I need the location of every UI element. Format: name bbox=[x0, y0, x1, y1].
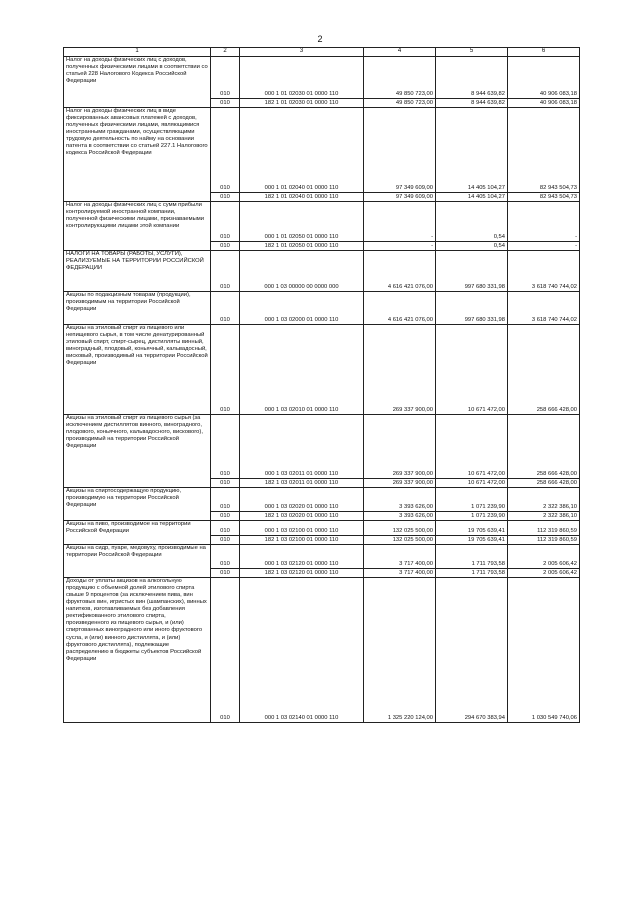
approved-cell: 49 850 723,00 bbox=[364, 99, 436, 108]
line-code-cell: 010 bbox=[211, 325, 240, 415]
table-row bbox=[64, 415, 580, 479]
income-name-cell: Доходы от уплаты акцизов на алкогольную продукцию с объемной долей этилового спирта свыше 9 процентов (за исключением пива, вин фруктовых вин, игристых вин (шампанских), винных напитков, изготавливаемых без добавления ректификованного этилового спирта, произведенного из пищевого сырья, и (или) спиртованных виноградного или иного фруктового сусла, и (или) винного дистиллята, и (или) фруктового дистиллята), подлежащие распределению в бюджеты субъектов Российской Федерации bbox=[64, 578, 211, 723]
executed-cell: 10 671 472,00 bbox=[436, 479, 508, 488]
budget-code-cell: 182 1 03 02120 01 0000 110 bbox=[240, 569, 364, 578]
budget-code-cell: 182 1 03 02020 01 0000 110 bbox=[240, 512, 364, 521]
budget-code-cell: 000 1 01 02040 01 0000 110 bbox=[240, 108, 364, 193]
executed-cell: 10 671 472,00 bbox=[436, 415, 508, 479]
unexecuted-cell: 3 618 740 744,02 bbox=[508, 292, 580, 325]
unexecuted-cell: 40 906 083,18 bbox=[508, 99, 580, 108]
header-row bbox=[64, 48, 580, 57]
column-header: 5 bbox=[436, 48, 508, 57]
table-row bbox=[64, 578, 580, 723]
approved-cell: 132 025 500,00 bbox=[364, 521, 436, 536]
budget-code-cell: 000 1 03 02100 01 0000 110 bbox=[240, 521, 364, 536]
approved-cell: 4 616 421 076,00 bbox=[364, 251, 436, 292]
approved-cell: 97 349 609,00 bbox=[364, 108, 436, 193]
line-code-cell: 010 bbox=[211, 292, 240, 325]
line-code-cell: 010 bbox=[211, 242, 240, 251]
executed-cell: 14 405 104,27 bbox=[436, 108, 508, 193]
income-name-cell: Налог на доходы физических лиц с доходов, полученных физическими лицами в соответствии со статьей 228 Налогового Кодекса Российской Федерации bbox=[64, 57, 211, 108]
approved-cell: 49 850 723,00 bbox=[364, 57, 436, 99]
budget-code-cell: 182 1 01 02050 01 0000 110 bbox=[240, 242, 364, 251]
approved-cell: 132 025 500,00 bbox=[364, 536, 436, 545]
executed-cell: 997 680 331,98 bbox=[436, 251, 508, 292]
line-code-cell: 010 bbox=[211, 415, 240, 479]
income-name-cell: Акцизы на спиртосодержащую продукцию, производимую на территории Российской Федерации bbox=[64, 488, 211, 521]
executed-cell: 19 705 639,41 bbox=[436, 521, 508, 536]
executed-cell: 1 071 239,90 bbox=[436, 488, 508, 512]
budget-code-cell: 000 1 03 02010 01 0000 110 bbox=[240, 325, 364, 415]
approved-cell: 97 349 609,00 bbox=[364, 193, 436, 202]
column-header: 2 bbox=[211, 48, 240, 57]
approved-cell: 269 337 900,00 bbox=[364, 415, 436, 479]
budget-code-cell: 000 1 03 02120 01 0000 110 bbox=[240, 545, 364, 569]
table-row bbox=[64, 521, 580, 536]
line-code-cell: 010 bbox=[211, 251, 240, 292]
unexecuted-cell: - bbox=[508, 242, 580, 251]
line-code-cell: 010 bbox=[211, 521, 240, 536]
unexecuted-cell: 2 322 386,10 bbox=[508, 512, 580, 521]
executed-cell: 10 671 472,00 bbox=[436, 325, 508, 415]
unexecuted-cell: 2 322 386,10 bbox=[508, 488, 580, 512]
line-code-cell: 010 bbox=[211, 488, 240, 512]
line-code-cell: 010 bbox=[211, 202, 240, 242]
executed-cell: 997 680 331,98 bbox=[436, 292, 508, 325]
budget-code-cell: 182 1 03 02100 01 0000 110 bbox=[240, 536, 364, 545]
table-row bbox=[64, 488, 580, 512]
executed-cell: 0,54 bbox=[436, 202, 508, 242]
unexecuted-cell: 1 030 549 740,06 bbox=[508, 578, 580, 723]
executed-cell: 294 670 383,94 bbox=[436, 578, 508, 723]
budget-code-cell: 182 1 01 02030 01 0000 110 bbox=[240, 99, 364, 108]
table-row bbox=[64, 325, 580, 415]
income-name-cell: Акцизы на этиловый спирт из пищевого сырья (за исключением дистиллятов винного, виноградного, плодового, коньячного, кальвадосного, вискового), производимый на территории Российской Федерации bbox=[64, 415, 211, 488]
page-number: 2 bbox=[317, 34, 323, 44]
unexecuted-cell: 258 666 428,00 bbox=[508, 479, 580, 488]
income-name-cell: Акцизы на сидр, пуаре, медовуху, производимые на территории Российской Федерации bbox=[64, 545, 211, 578]
budget-code-cell: 000 1 03 02000 01 0000 110 bbox=[240, 292, 364, 325]
approved-cell: 269 337 900,00 bbox=[364, 325, 436, 415]
line-code-cell: 010 bbox=[211, 536, 240, 545]
column-header: 6 bbox=[508, 48, 580, 57]
executed-cell: 14 405 104,27 bbox=[436, 193, 508, 202]
approved-cell: 3 393 626,00 bbox=[364, 512, 436, 521]
table-row bbox=[64, 202, 580, 242]
line-code-cell: 010 bbox=[211, 569, 240, 578]
line-code-cell: 010 bbox=[211, 99, 240, 108]
line-code-cell: 010 bbox=[211, 57, 240, 99]
table-row bbox=[64, 292, 580, 325]
line-code-cell: 010 bbox=[211, 578, 240, 723]
unexecuted-cell: 112 319 860,59 bbox=[508, 536, 580, 545]
line-code-cell: 010 bbox=[211, 545, 240, 569]
table-row bbox=[64, 545, 580, 569]
table-row bbox=[64, 108, 580, 193]
line-code-cell: 010 bbox=[211, 108, 240, 193]
income-name-cell: Акцизы на этиловый спирт из пищевого или непищевого сырья, в том числе денатурированный этиловый спирт, спирт-сырец, дистилляты винный, виноградный, плодовый, коньячный, кальвадосный, висковый, производимый на территории Российской Федерации bbox=[64, 325, 211, 415]
unexecuted-cell: 258 666 428,00 bbox=[508, 415, 580, 479]
unexecuted-cell: 82 943 504,73 bbox=[508, 193, 580, 202]
line-code-cell: 010 bbox=[211, 193, 240, 202]
budget-code-cell: 000 1 03 02020 01 0000 110 bbox=[240, 488, 364, 512]
budget-code-cell: 000 1 03 02011 01 0000 110 bbox=[240, 415, 364, 479]
budget-code-cell: 000 1 01 02050 01 0000 110 bbox=[240, 202, 364, 242]
executed-cell: 8 944 639,82 bbox=[436, 99, 508, 108]
income-name-cell: Налог на доходы физических лиц в виде фиксированных авансовых платежей с доходов, полученных физическими лицами, являющимися иностранными гражданами, осуществляющими трудовую деятельность по найму на основании патента в соответствии со статьей 227.1 Налогового кодекса Российской Федерации bbox=[64, 108, 211, 202]
column-header: 4 bbox=[364, 48, 436, 57]
approved-cell: 3 393 626,00 bbox=[364, 488, 436, 512]
approved-cell: 3 717 400,00 bbox=[364, 569, 436, 578]
table-row bbox=[64, 57, 580, 99]
executed-cell: 8 944 639,82 bbox=[436, 57, 508, 99]
unexecuted-cell: 2 005 606,42 bbox=[508, 569, 580, 578]
income-name-cell: Акцизы по подакцизным товарам (продукции), производимым на территории Российской Федерации bbox=[64, 292, 211, 325]
approved-cell: 269 337 900,00 bbox=[364, 479, 436, 488]
unexecuted-cell: - bbox=[508, 202, 580, 242]
unexecuted-cell: 40 906 083,18 bbox=[508, 57, 580, 99]
unexecuted-cell: 258 666 428,00 bbox=[508, 325, 580, 415]
approved-cell: - bbox=[364, 242, 436, 251]
budget-code-cell: 000 1 01 02030 01 0000 110 bbox=[240, 57, 364, 99]
line-code-cell: 010 bbox=[211, 479, 240, 488]
budget-code-cell: 000 1 03 00000 00 0000 000 bbox=[240, 251, 364, 292]
column-header: 3 bbox=[240, 48, 364, 57]
column-header: 1 bbox=[64, 48, 211, 57]
budget-code-cell: 182 1 01 02040 01 0000 110 bbox=[240, 193, 364, 202]
approved-cell: - bbox=[364, 202, 436, 242]
executed-cell: 19 705 639,41 bbox=[436, 536, 508, 545]
income-table bbox=[63, 47, 580, 723]
line-code-cell: 010 bbox=[211, 512, 240, 521]
income-name-cell: Акцизы на пиво, производимое на территории Российской Федерации bbox=[64, 521, 211, 545]
unexecuted-cell: 82 943 504,73 bbox=[508, 108, 580, 193]
executed-cell: 1 711 793,58 bbox=[436, 545, 508, 569]
unexecuted-cell: 2 005 606,42 bbox=[508, 545, 580, 569]
unexecuted-cell: 112 319 860,59 bbox=[508, 521, 580, 536]
income-name-cell: Налог на доходы физических лиц с сумм прибыли контролируемой иностранной компании, полученной физическими лицами, признаваемыми контролирующими лицами этой компании bbox=[64, 202, 211, 251]
income-name-cell: НАЛОГИ НА ТОВАРЫ (РАБОТЫ, УСЛУГИ), РЕАЛИЗУЕМЫЕ НА ТЕРРИТОРИИ РОССИЙСКОЙ ФЕДЕРАЦИИ bbox=[64, 251, 211, 292]
table-row bbox=[64, 251, 580, 292]
unexecuted-cell: 3 618 740 744,02 bbox=[508, 251, 580, 292]
executed-cell: 0,54 bbox=[436, 242, 508, 251]
approved-cell: 1 325 220 124,00 bbox=[364, 578, 436, 723]
approved-cell: 4 616 421 076,00 bbox=[364, 292, 436, 325]
approved-cell: 3 717 400,00 bbox=[364, 545, 436, 569]
budget-code-cell: 000 1 03 02140 01 0000 110 bbox=[240, 578, 364, 723]
executed-cell: 1 071 239,90 bbox=[436, 512, 508, 521]
budget-code-cell: 182 1 03 02011 01 0000 110 bbox=[240, 479, 364, 488]
executed-cell: 1 711 793,58 bbox=[436, 569, 508, 578]
